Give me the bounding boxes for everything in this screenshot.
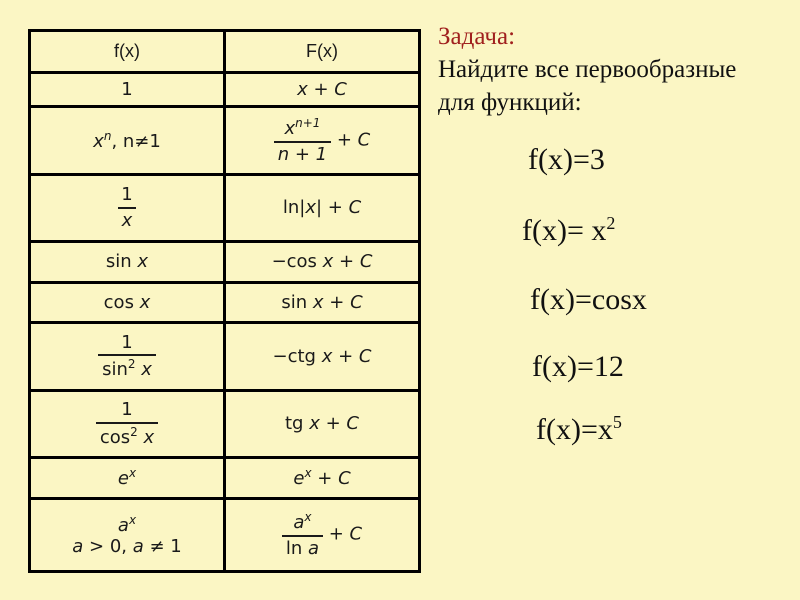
function-5-exponent: 5 <box>612 412 622 432</box>
antiderivatives-table <box>28 29 421 573</box>
F-const: x + C <box>297 79 347 101</box>
cell-f-ax <box>30 498 225 571</box>
cell-f-cos <box>30 282 225 323</box>
cell-F-exp <box>225 457 420 498</box>
F-negcos: −cos x + C <box>271 251 373 273</box>
f-inv-sin2-fraction: $\frac{1}{\sin^2 x}$ <box>98 333 156 381</box>
f-cos: cos x <box>103 291 151 313</box>
cell-F-ax: $\frac{a^x}{\text{ln a}}$ + C <box>225 498 420 571</box>
F-exp: $e^x + C$ <box>293 466 351 490</box>
cell-F-negcos <box>225 241 420 282</box>
function-2-exponent: 2 <box>606 213 616 233</box>
f-reciprocal-fraction: $\frac{1}{x}$ <box>117 185 136 231</box>
F-ln: ln|x| + C <box>282 197 362 219</box>
function-1: f(x)=3 <box>528 143 605 176</box>
f-sin: sin x <box>105 251 149 273</box>
task-title: Задача: <box>438 23 516 50</box>
function-2 <box>522 213 615 248</box>
task-line-1: Найдите все первообразные <box>438 56 737 83</box>
table-row <box>30 107 420 174</box>
cell-F-power: $\frac{x^{n+1}}{n + 1}$ + C <box>225 107 420 174</box>
table-row <box>30 241 420 282</box>
table-row <box>30 323 420 390</box>
f-inv-cos2-fraction: $\frac{1}{\cos^2 x}$ <box>96 400 158 448</box>
table-row <box>30 498 420 571</box>
cell-F-sin <box>225 282 420 323</box>
F-power-fraction: $\frac{x^{n+1}}{n + 1}$ <box>274 117 331 165</box>
header-f: f(x) <box>30 31 225 73</box>
table-row <box>30 72 420 107</box>
f-const: 1 <box>121 79 133 101</box>
cell-f-sin <box>30 241 225 282</box>
f-exp: $e^x$ <box>117 466 137 490</box>
F-tg: tg x + C <box>285 413 359 435</box>
F-sin: sin x + C <box>281 291 363 313</box>
cell-F-ln <box>225 174 420 241</box>
cell-f-inv-cos2 <box>30 390 225 457</box>
table-header-row <box>30 31 420 73</box>
table-row <box>30 457 420 498</box>
function-5-base: f(x)=x <box>536 413 613 446</box>
F-ax-fraction: $\frac{a^x}{\text{ln a}}$ <box>282 511 323 559</box>
f-ax: $a^x$ <box>117 512 137 536</box>
function-3: f(x)=cosx <box>530 283 647 316</box>
cell-f-inv-sin2 <box>30 323 225 390</box>
cell-f-exp <box>30 457 225 498</box>
antiderivatives-table-container <box>28 29 418 573</box>
task-line-2: для функций: <box>438 89 582 116</box>
function-2-base: f(x)= x <box>522 214 607 247</box>
function-4: f(x)=12 <box>532 350 624 383</box>
f-power: $x^n$, n≠1 <box>93 129 161 152</box>
function-5 <box>536 412 622 447</box>
cell-f-const <box>30 72 225 107</box>
cell-F-const <box>225 72 420 107</box>
table-row <box>30 282 420 323</box>
f-ax-condition: a > 0, a ≠ 1 <box>72 535 182 557</box>
F-negctg: −ctg x + C <box>272 345 372 367</box>
task-block <box>438 20 736 119</box>
cell-f-reciprocal <box>30 174 225 241</box>
header-F: F(x) <box>225 31 420 73</box>
table-row <box>30 390 420 457</box>
cell-F-tg <box>225 390 420 457</box>
table-row <box>30 174 420 241</box>
cell-F-negctg <box>225 323 420 390</box>
cell-f-power <box>30 107 225 174</box>
